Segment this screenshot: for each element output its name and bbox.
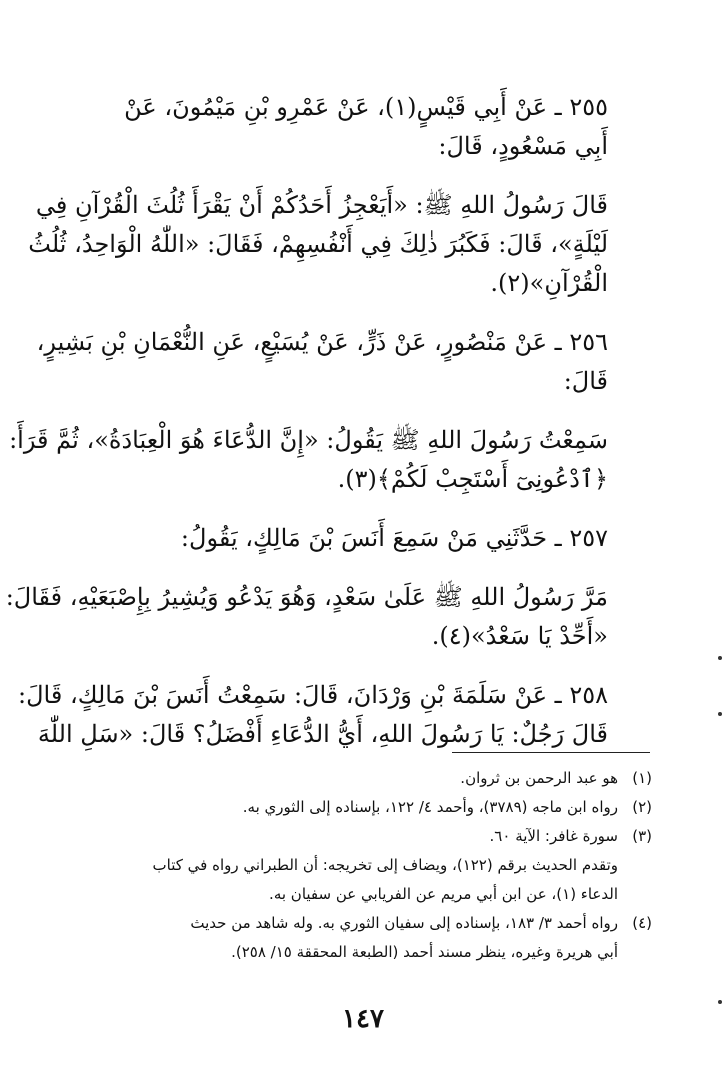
footnote [68, 938, 652, 967]
text-line: ﴿ٱدْعُونِىٓ أَسْتَجِبْ لَكُمْ﴾(٣). [337, 465, 608, 493]
margin-mark [718, 1000, 722, 1004]
page-number: ١٤٧ [342, 1004, 384, 1034]
margin-mark [718, 712, 722, 716]
footnote-divider [452, 752, 650, 753]
footnote-text: رواه أحمد ٣/ ١٨٣، بإسناده إلى سفيان الثوري به. وله شاهد من حديث [190, 914, 618, 932]
footnote [68, 764, 652, 793]
footnote-text: الدعاء (١)، عن ابن أبي مريم عن الفريابي عن سفيان به. [269, 885, 618, 903]
footnote-text: رواه ابن ماجه (٣٧٨٩)، وأحمد ٤/ ١٢٢، بإسناده إلى الثوري به. [242, 798, 618, 816]
text-line: «أَحِّدْ يَا سَعْدُ»(٤). [431, 622, 608, 650]
text-line: الْقُرْآنِ»(٢). [490, 269, 608, 297]
text-line: ٢٥٥ ـ عَنْ أَبِي قَيْسٍ(١)، عَنْ عَمْرِو بْنِ مَيْمُونَ، عَنْ [124, 93, 608, 121]
footnote-number: (٢) [632, 798, 652, 816]
text-line: ٢٥٧ ـ حَدَّثَنِي مَنْ سَمِعَ أَنَسَ بْنَ مَالِكٍ، يَقُولُ: [180, 524, 608, 552]
text-line: قَالَ رَجُلٌ: يَا رَسُولَ اللهِ، أَيُّ الدُّعَاءِ أَفْضَلُ؟ قَالَ: «سَلِ اللّٰهَ [37, 720, 608, 748]
footnote-text: أبي هريرة وغيره، ينظر مسند أحمد (الطبعة المحققة ١٥/ ٢٥٨). [231, 943, 618, 961]
footnote-text: هو عبد الرحمن بن ثروان. [460, 769, 618, 787]
text-line: سَمِعْتُ رَسُولَ اللهِ ﷺ يَقُولُ: «إِنَّ الدُّعَاءَ هُوَ الْعِبَادَةُ»، ثُمَّ قَرَأَ: [9, 426, 608, 454]
text-line: أَبِي مَسْعُودٍ، قَالَ: [438, 132, 608, 160]
margin-mark [718, 656, 722, 660]
footnote-text: سورة غافر: الآية ٦٠. [489, 827, 618, 845]
footnote [68, 822, 652, 851]
footnote [68, 909, 652, 938]
footnotes [68, 764, 652, 967]
text-line: قَالَ: [563, 367, 608, 395]
footnote [68, 793, 652, 822]
text-line: لَيْلَةٍ»، قَالَ: فَكَبُرَ ذٰلِكَ فِي أَنْفُسِهِمْ، فَقَالَ: «اللّٰهُ الْوَاحِدُ، ثُلُثُ [28, 230, 608, 258]
text-line: ٢٥٨ ـ عَنْ سَلَمَةَ بْنِ وَرْدَانَ، قَالَ: سَمِعْتُ أَنَسَ بْنَ مَالِكٍ، قَالَ: [18, 681, 608, 709]
footnote-number: (١) [632, 769, 652, 787]
text-line: ٢٥٦ ـ عَنْ مَنْصُورٍ، عَنْ ذَرٍّ، عَنْ يُسَيْعٍ، عَنِ النُّعْمَانِ بْنِ بَشِيرٍ، [36, 328, 608, 356]
footnote [68, 880, 652, 909]
text-line: قَالَ رَسُولُ اللهِ ﷺ: «أَيَعْجِزُ أَحَدُكُمْ أَنْ يَقْرَأَ ثُلُثَ الْقُرْآنِ فِي [35, 191, 608, 219]
footnote-number: (٣) [632, 827, 652, 845]
footnote-text: وتقدم الحديث برقم (١٢٢)، ويضاف إلى تخريجه: أن الطبراني رواه في كتاب [152, 856, 618, 874]
text-line: مَرَّ رَسُولُ اللهِ ﷺ عَلَىٰ سَعْدٍ، وَهُوَ يَدْعُو وَيُشِيرُ بِإِصْبَعَيْهِ، فَقَالَ: [5, 583, 608, 611]
footnote-number: (٤) [632, 914, 652, 932]
main-text [5, 88, 608, 754]
footnote [68, 851, 652, 880]
